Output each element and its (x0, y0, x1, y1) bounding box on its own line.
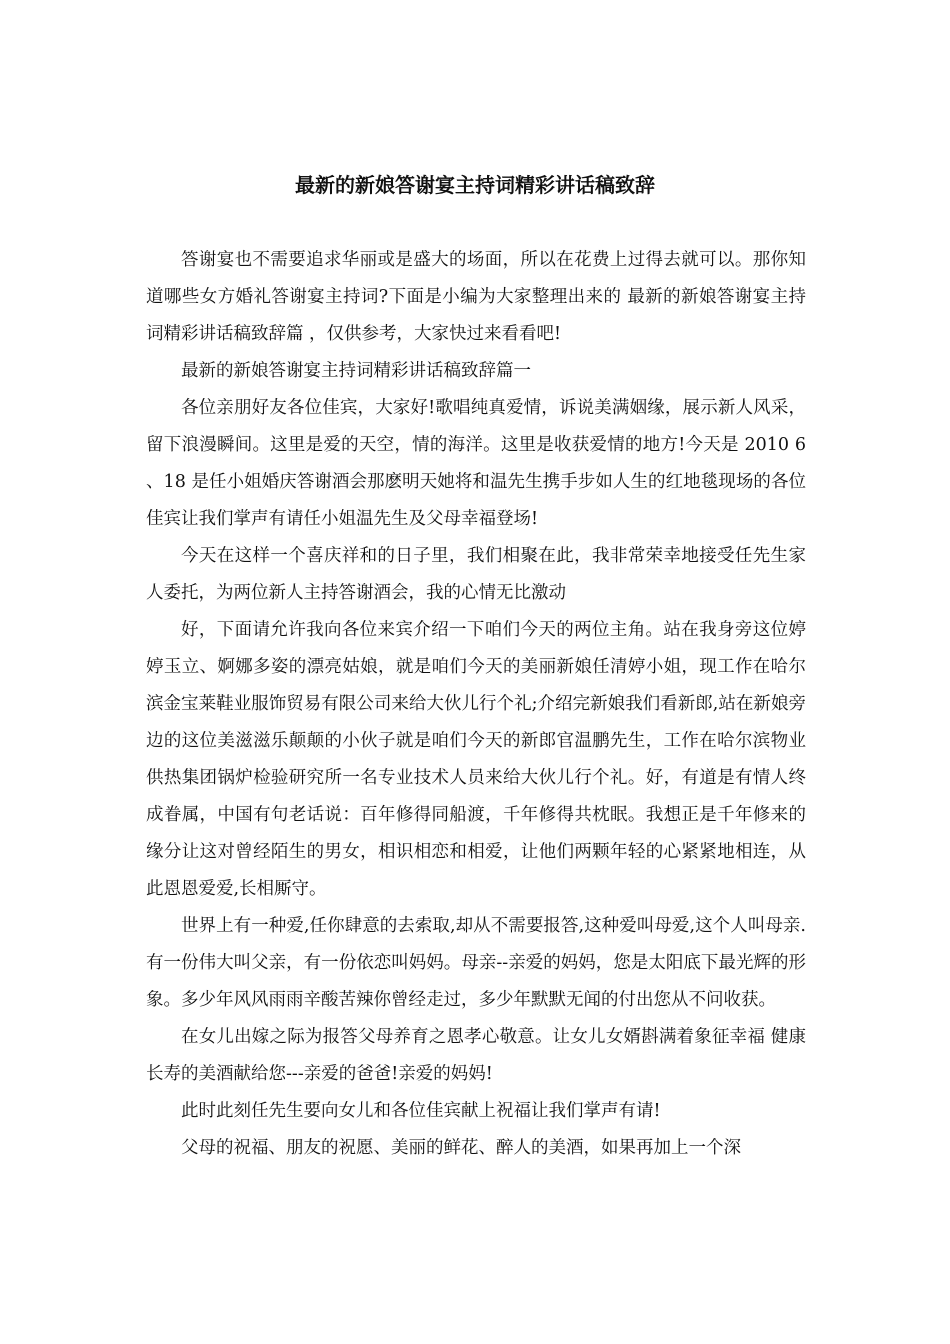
paragraph: 好，下面请允许我向各位来宾介绍一下咱们今天的两位主角。站在我身旁这位婷婷玉立、婀娜多姿的漂亮姑娘，就是咱们今天的美丽新娘任清婷小姐，现工作在哈尔滨金宝莱鞋业服饰贸易有限公司来给大伙儿行个礼;介绍完新娘我们看新郎,站在新娘旁边的这位美滋滋乐颠颠的小伙子就是咱们今天的新郎官温鹏先生，工作在哈尔滨物业供热集团锅炉检验研究所一名专业技术人员来给大伙儿行个礼。好，有道是有情人终成眷属，中国有句老话说：百年修得同船渡，千年修得共枕眠。我想正是千年修来的缘分让这对曾经陌生的男女，相识相恋和相爱，让他们两颗年轻的心紧紧地相连，从此恩恩爱爱,长相厮守。 (146, 620, 806, 899)
document-title: 最新的新娘答谢宴主持词精彩讲话稿致辞 (295, 173, 655, 197)
paragraph: 答谢宴也不需要追求华丽或是盛大的场面，所以在花费上过得去就可以。那你知道哪些女方婚礼答谢宴主持词?下面是小编为大家整理出来的 最新的新娘答谢宴主持词精彩讲话稿致辞篇 ，仅供参考，大家快过来看看吧! (146, 250, 806, 344)
paragraph: 父母的祝福、朋友的祝愿、美丽的鲜花、醉人的美酒，如果再加上一个深 (181, 1138, 741, 1158)
paragraph: 世界上有一种爱,任你肆意的去索取,却从不需要报答,这种爱叫母爱,这个人叫母亲. 有一份伟大叫父亲，有一份依恋叫妈妈。母亲--亲爱的妈妈，您是太阳底下最光辉的形象。多少年风风雨雨辛酸苦辣你曾经走过，多少年默默无闻的付出您从不问收获。 (146, 916, 806, 1010)
paragraph: 在女儿出嫁之际为报答父母养育之恩孝心敬意。让女儿女婿斟满着象征幸福 健康 长寿的美酒献给您---亲爱的爸爸!亲爱的妈妈! (146, 1027, 806, 1084)
document-body (146, 242, 806, 1167)
paragraph: 各位亲朋好友各位佳宾，大家好!歌唱纯真爱情，诉说美满姻缘，展示新人风采，留下浪漫瞬间。这里是爱的天空，情的海洋。这里是收获爱情的地方!今天是 2010 6 、18 是任小姐婚庆答谢酒会那麽明天她将和温先生携手步如人生的红地毯现场的各位佳宾让我们掌声有请任小姐温先生及父母幸福登场! (146, 398, 806, 529)
paragraph: 今天在这样一个喜庆祥和的日子里，我们相聚在此，我非常荣幸地接受任先生家人委托，为两位新人主持答谢酒会，我的心情无比激动 (146, 546, 806, 603)
paragraph: 此时此刻任先生要向女儿和各位佳宾献上祝福让我们掌声有请! (181, 1101, 661, 1121)
section-heading: 最新的新娘答谢宴主持词精彩讲话稿致辞篇一 (181, 361, 531, 381)
